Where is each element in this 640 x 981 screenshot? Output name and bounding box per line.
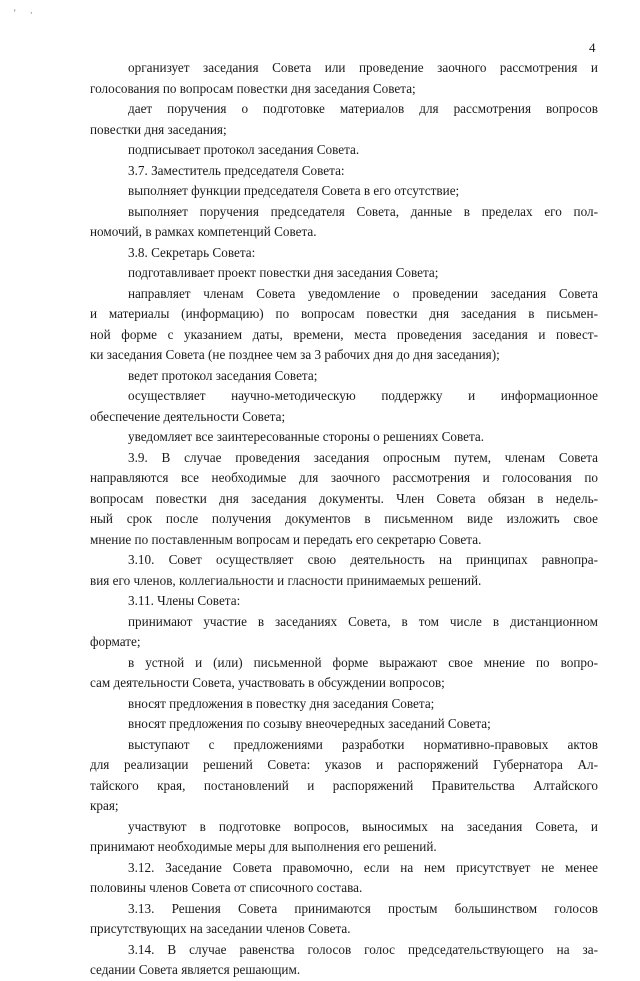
text-line: вносят предложения по созыву внеочередных заседаний Совета; [128, 716, 491, 731]
text-line: подготавливает проект повестки дня заседания Совета; [128, 265, 439, 280]
text-line: ки заседания Совета (не позднее чем за 3 рабочих дня до дня заседания); [90, 347, 500, 362]
text-line: выполняет функции председателя Совета в его отсутствие; [128, 183, 460, 198]
text-line: 3.12. Заседание Совета правомочно, если на нем присутствует не менее [128, 859, 598, 875]
text-line: направляет членам Совета уведомление о проведении заседания Совета [128, 285, 598, 301]
text-line: мнение по поставленным вопросам и передать его секретарю Совета. [90, 531, 482, 547]
text-line: направляются все необходимые для заочного рассмотрения и голосования по [90, 470, 598, 485]
text-line: выполняет поручения председателя Совета, данные в пределах его пол- [128, 203, 598, 219]
text-line: ной форме с указанием даты, времени, места проведения заседания и повест- [90, 326, 598, 342]
text-line: края; [90, 798, 119, 813]
text-line: номочий, в рамках компетенций Совета. [90, 224, 317, 239]
text-line: ный срок после получения документов в письменном виде изложить свое [90, 511, 598, 526]
text-line: 3.7. Заместитель председателя Совета: [128, 162, 345, 178]
text-line: вия его членов, коллегиальности и гласности принимаемых решений. [90, 572, 482, 588]
text-line: голосования по вопросам повестки дня заседания Совета; [90, 80, 416, 96]
text-line: вносят предложения в повестку дня заседания Совета; [128, 695, 435, 711]
document-body [90, 58, 598, 981]
page-number: 4 [589, 40, 596, 55]
text-line: 3.8. Секретарь Совета: [128, 244, 256, 260]
text-line: формате; [90, 634, 141, 649]
text-line: вопросам повестки дня заседания документы. Член Совета обязан в недель- [90, 490, 598, 506]
text-line: и материалы (информацию) по вопросам повестки дня заседания в письмен- [90, 306, 598, 321]
text-line: обеспечение деятельности Совета; [90, 408, 286, 424]
text-line: 3.9. В случае проведения заседания опросным путем, членам Совета [128, 449, 598, 465]
text-line: принимают необходимые меры для выполнения его решений. [90, 839, 437, 854]
text-line: дает поручения о подготовке материалов для рассмотрения вопросов [128, 101, 598, 116]
text-line: уведомляет все заинтересованные стороны о решениях Совета. [128, 429, 485, 444]
text-line: осуществляет научно-методическую поддержку и информационное [128, 388, 598, 403]
text-line: подписывает протокол заседания Совета. [128, 142, 360, 157]
text-line: 3.13. Решения Совета принимаются простым большинством голосов [128, 900, 598, 916]
text-line: организует заседания Совета или проведение заочного рассмотрения и [128, 60, 598, 75]
text-line: тайского края, постановлений и распоряжений Правительства Алтайского [90, 777, 598, 793]
scan-corner-marks: ' · [14, 8, 39, 18]
text-line: участвуют в подготовке вопросов, выносимых на заседания Совета, и [128, 818, 598, 834]
text-line: 3.10. Совет осуществляет свою деятельность на принципах равнопра- [128, 552, 598, 567]
text-line: ведет протокол заседания Совета; [128, 367, 318, 383]
text-line: 3.11. Члены Совета: [128, 593, 241, 608]
text-line: для реализации решений Совета: указов и распоряжений Губернатора Ал- [90, 757, 598, 772]
text-line: присутствующих на заседании членов Совета. [90, 921, 351, 936]
text-line: выступают с предложениями разработки нормативно-правовых актов [128, 736, 598, 752]
text-line: в устной и (или) письменной форме выражают свое мнение по вопро- [128, 654, 598, 670]
text-line: седании Совета является решающим. [90, 962, 301, 977]
text-line: принимают участие в заседаниях Совета, в том числе в дистанционном [128, 613, 598, 629]
text-line: повестки дня заседания; [90, 121, 227, 137]
text-line: половины членов Совета от списочного состава. [90, 880, 363, 895]
text-line: сам деятельности Совета, участвовать в обсуждении вопросов; [90, 675, 445, 690]
text-line: 3.14. В случае равенства голосов голос председательствующего на за- [128, 941, 598, 957]
